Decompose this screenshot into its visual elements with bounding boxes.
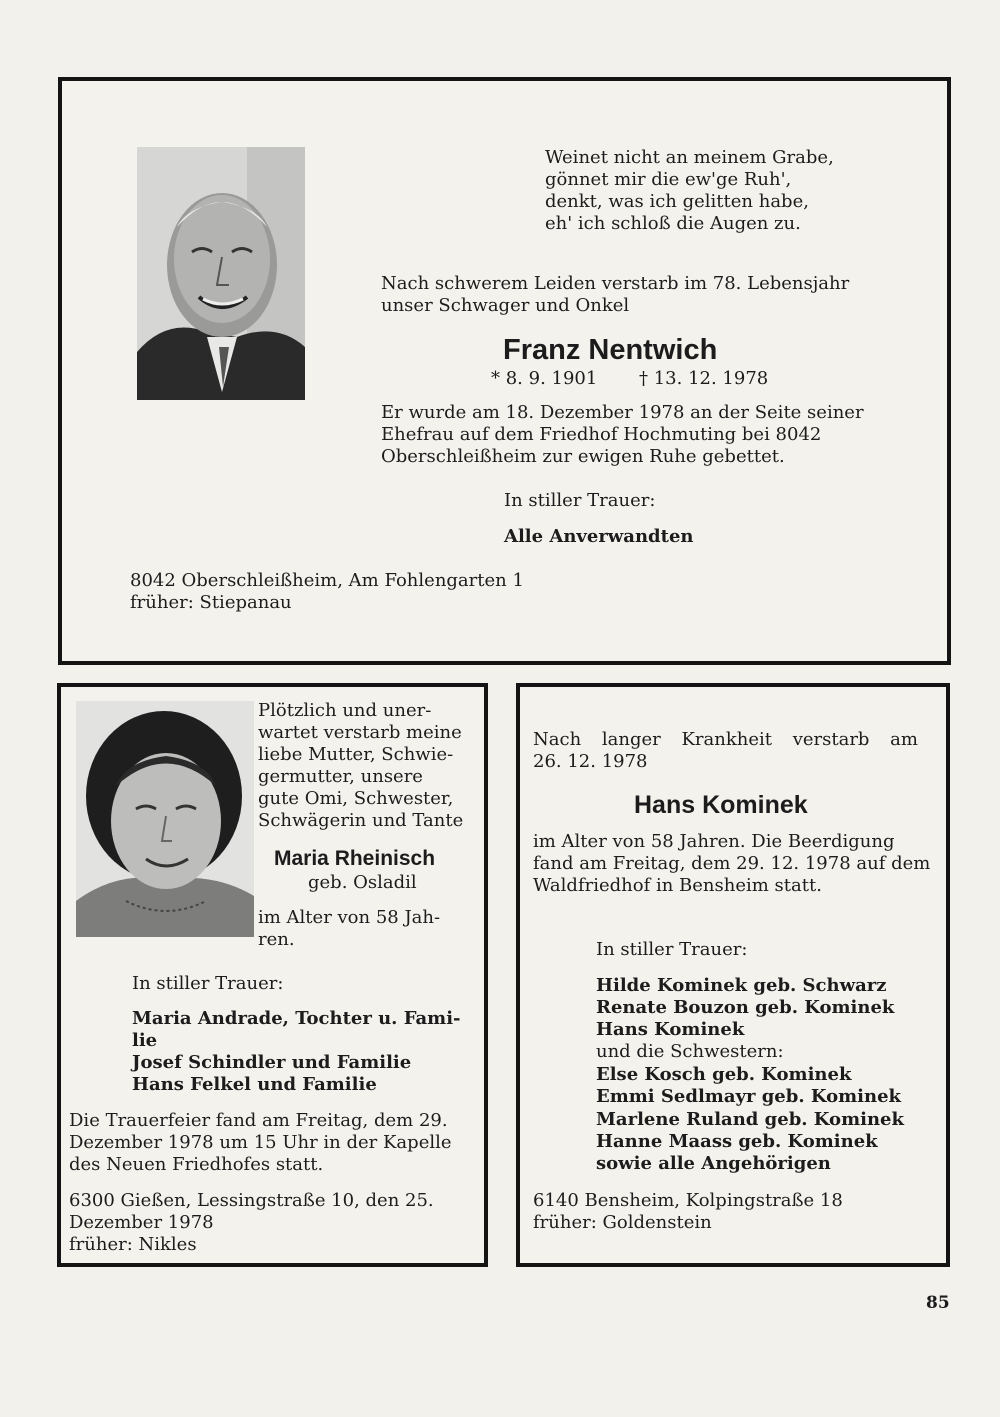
page-number: 85 <box>926 1293 950 1313</box>
birth-date: * 8. 9. 1901 <box>491 368 598 389</box>
intro-line: wartet verstarb meine <box>258 722 462 743</box>
age-line: ren. <box>258 929 295 950</box>
burial-line: Oberschleißheim zur ewigen Ruhe gebettet. <box>381 446 785 467</box>
mourner: lie <box>132 1030 158 1051</box>
mourning-label: In stiller Trauer: <box>132 973 284 994</box>
poem-line: gönnet mir die ew'ge Ruh', <box>545 169 792 190</box>
address-line: früher: Nikles <box>69 1234 197 1255</box>
mourner: Hans Kominek <box>596 1019 745 1040</box>
mourning-label: In stiller Trauer: <box>596 939 748 960</box>
deceased-name: Franz Nentwich <box>503 334 718 366</box>
deceased-name: Maria Rheinisch <box>274 847 436 870</box>
mourner: Hans Felkel und Familie <box>132 1074 377 1095</box>
address-line: 8042 Oberschleißheim, Am Fohlengarten 1 <box>130 570 524 591</box>
mourner: Marlene Ruland geb. Kominek <box>596 1109 904 1130</box>
address-line: früher: Goldenstein <box>533 1212 712 1233</box>
funeral-line: des Neuen Friedhofes statt. <box>69 1154 324 1175</box>
address-line: 6140 Bensheim, Kolpingstraße 18 <box>533 1190 843 1211</box>
mourning-label: In stiller Trauer: <box>504 490 656 511</box>
intro-line: Plötzlich und uner- <box>258 700 432 721</box>
burial-line: Ehefrau auf dem Friedhof Hochmuting bei 8042 <box>381 424 822 445</box>
intro-line: Nach langer Krankheit verstarb am <box>533 729 918 750</box>
obituary-franz-nentwich <box>58 77 951 665</box>
mourner: Josef Schindler und Familie <box>132 1052 412 1073</box>
funeral-line: Dezember 1978 um 15 Uhr in der Kapelle <box>69 1132 452 1153</box>
burial-line: Er wurde am 18. Dezember 1978 an der Seite seiner <box>381 402 864 423</box>
details-line: Waldfriedhof in Bensheim statt. <box>533 875 822 896</box>
portrait-maria-rheinisch <box>76 701 254 937</box>
poem-line: Weinet nicht an meinem Grabe, <box>545 147 834 168</box>
age-line: im Alter von 58 Jah- <box>258 907 441 928</box>
address-line: früher: Stiepanau <box>130 592 292 613</box>
obituary-hans-kominek <box>516 683 950 1267</box>
funeral-line: Die Trauerfeier fand am Freitag, dem 29. <box>69 1110 448 1131</box>
maiden-name: geb. Osladil <box>308 872 417 893</box>
address-line: 6300 Gießen, Lessingstraße 10, den 25. <box>69 1190 434 1211</box>
poem-line: denkt, was ich gelitten habe, <box>545 191 809 212</box>
portrait-franz-nentwich <box>137 147 305 400</box>
deceased-name: Hans Kominek <box>634 791 808 819</box>
intro-line: Nach schwerem Leiden verstarb im 78. Lebensjahr <box>381 273 850 294</box>
poem-line: eh' ich schloß die Augen zu. <box>545 213 801 234</box>
details-line: fand am Freitag, dem 29. 12. 1978 auf dem <box>533 853 931 874</box>
mourner: Emmi Sedlmayr geb. Kominek <box>596 1086 902 1107</box>
intro-line: Schwägerin und Tante <box>258 810 464 831</box>
mourner: Hilde Kominek geb. Schwarz <box>596 975 887 996</box>
intro-line: unser Schwager und Onkel <box>381 295 630 316</box>
mourners: Alle Anverwandten <box>504 526 694 547</box>
intro-line: 26. 12. 1978 <box>533 751 648 772</box>
mourner: Hanne Maass geb. Kominek <box>596 1131 878 1152</box>
address-line: Dezember 1978 <box>69 1212 214 1233</box>
intro-line: liebe Mutter, Schwie- <box>258 744 454 765</box>
intro-line: germutter, unsere <box>258 766 423 787</box>
death-date: † 13. 12. 1978 <box>639 368 769 389</box>
mourner: sowie alle Angehörigen <box>596 1153 831 1174</box>
details-line: im Alter von 58 Jahren. Die Beerdigung <box>533 831 895 852</box>
mourner: Maria Andrade, Tochter u. Fami- <box>132 1008 461 1029</box>
mourner: Else Kosch geb. Kominek <box>596 1064 852 1085</box>
mourner: und die Schwestern: <box>596 1041 784 1062</box>
obituary-maria-rheinisch <box>57 683 488 1267</box>
mourner: Renate Bouzon geb. Kominek <box>596 997 895 1018</box>
intro-line: gute Omi, Schwester, <box>258 788 454 809</box>
